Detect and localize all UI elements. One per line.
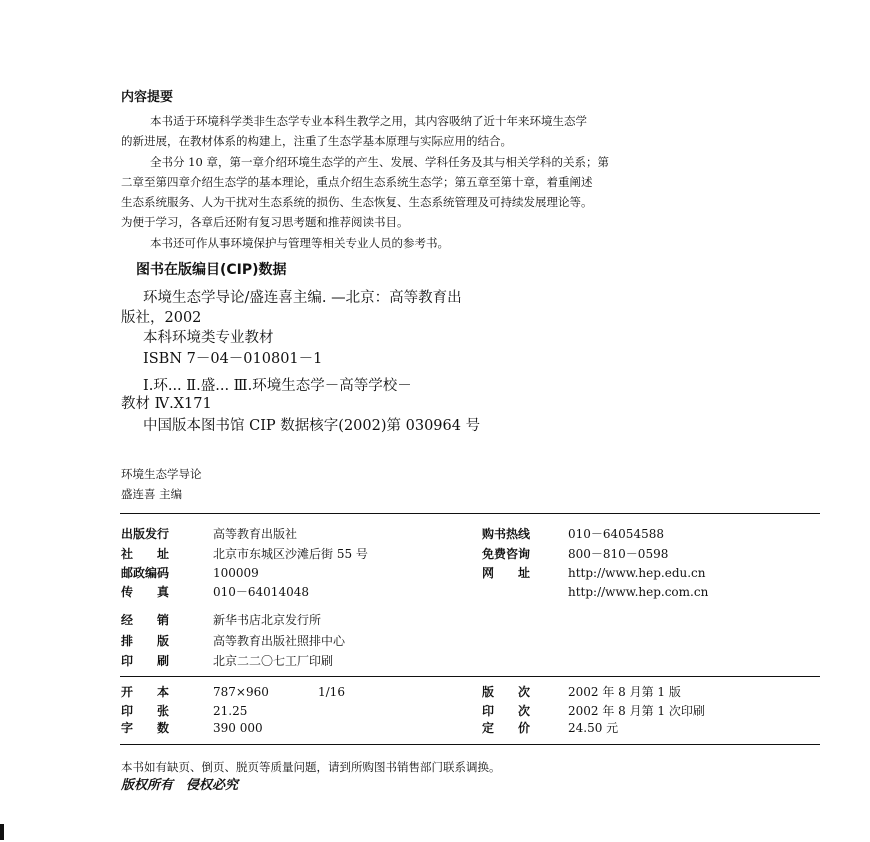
cip-line: 教材 Ⅳ.X171: [121, 396, 212, 412]
distributor-label: 经 销: [121, 613, 170, 627]
format-value: 787×960: [213, 685, 269, 699]
typesetting-label: 排 版: [121, 634, 170, 648]
publisher-label: 出版发行: [121, 527, 170, 541]
book-title: 环境生态学导论: [121, 467, 202, 481]
address-label: 社 址: [121, 547, 170, 561]
website-link-alt[interactable]: http://www.hep.com.cn: [568, 585, 709, 599]
hotline-value: 010－64054588: [568, 527, 664, 541]
summary-line: 为便于学习，各章后还附有复习思考题和推荐阅读书目。: [121, 215, 409, 229]
cip-line: Ⅰ.环... Ⅱ.盛... Ⅲ.环境生态学－高等学校－: [143, 378, 412, 394]
summary-line: 生态系统服务、人为干扰对生态系统的损伤、生态恢复、生态系统管理及可持续发展理论等。: [121, 195, 593, 209]
typesetting-value: 高等教育出版社照排中心: [213, 634, 346, 648]
website-label: 网 址: [482, 566, 531, 580]
cip-line: ISBN 7－04－010801－1: [143, 351, 323, 367]
sheets-label: 印 张: [121, 704, 170, 718]
price-value: 24.50 元: [568, 721, 619, 735]
quality-notice: 本书如有缺页、倒页、脱页等质量问题，请到所购图书销售部门联系调换。: [121, 760, 501, 774]
copyright-notice: 版权所有 侵权必究: [121, 778, 239, 793]
postcode-value: 100009: [213, 566, 259, 580]
summary-heading: 内容提要: [121, 90, 174, 105]
cip-heading: 图书在版编目(CIP)数据: [136, 262, 287, 278]
divider-bottom: [120, 744, 820, 745]
cip-line: 版社，2002: [121, 310, 202, 326]
wordcount-label: 字 数: [121, 721, 170, 735]
fax-value: 010－64014048: [213, 585, 309, 599]
cip-line: 环境生态学导论/盛连喜主编. —北京：高等教育出: [143, 290, 462, 306]
summary-line: 本书适于环境科学类非生态学专业本科生教学之用，其内容吸纳了近十年来环境生态学: [150, 114, 587, 128]
postcode-label: 邮政编码: [121, 566, 170, 580]
cip-record-line: 中国版本图书馆 CIP 数据核字(2002)第 030964 号: [143, 418, 481, 434]
impression-value: 2002 年 8 月第 1 次印刷: [568, 704, 705, 718]
format-label: 开 本: [121, 685, 170, 699]
impression-label: 印 次: [482, 704, 531, 718]
website-link[interactable]: http://www.hep.edu.cn: [568, 566, 706, 580]
printer-label: 印 刷: [121, 654, 170, 668]
format-fraction: 1/16: [318, 685, 345, 699]
book-author: 盛连喜 主编: [121, 487, 183, 501]
divider-top: [120, 513, 820, 514]
printer-value: 北京二二〇七工厂印刷: [213, 654, 334, 668]
sheets-value: 21.25: [213, 704, 248, 718]
publisher-value: 高等教育出版社: [213, 527, 298, 541]
price-label: 定 价: [482, 721, 531, 735]
summary-line: 二章至第四章介绍生态学的基本理论，重点介绍生态系统生态学；第五章至第十章，着重阐述: [121, 175, 593, 189]
summary-line: 的新进展，在教材体系的构建上，注重了生态学基本原理与实际应用的结合。: [121, 134, 512, 148]
summary-line: 全书分 10 章，第一章介绍环境生态学的产生、发展、学科任务及其与相关学科的关系；第: [150, 155, 609, 169]
divider-middle: [120, 676, 820, 677]
consult-value: 800－810－0598: [568, 547, 669, 561]
edition-value: 2002 年 8 月第 1 版: [568, 685, 681, 699]
address-value: 北京市东城区沙滩后街 55 号: [213, 547, 368, 561]
distributor-value: 新华书店北京发行所: [213, 613, 322, 627]
consult-label: 免费咨询: [482, 547, 531, 561]
fax-label: 传 真: [121, 585, 170, 599]
cip-line: 本科环境类专业教材: [143, 330, 274, 346]
summary-line: 本书还可作从事环境保护与管理等相关专业人员的参考书。: [150, 236, 449, 250]
wordcount-value: 390 000: [213, 721, 263, 735]
scan-edge-mark: [0, 824, 4, 840]
hotline-label: 购书热线: [482, 527, 531, 541]
edition-label: 版 次: [482, 685, 531, 699]
